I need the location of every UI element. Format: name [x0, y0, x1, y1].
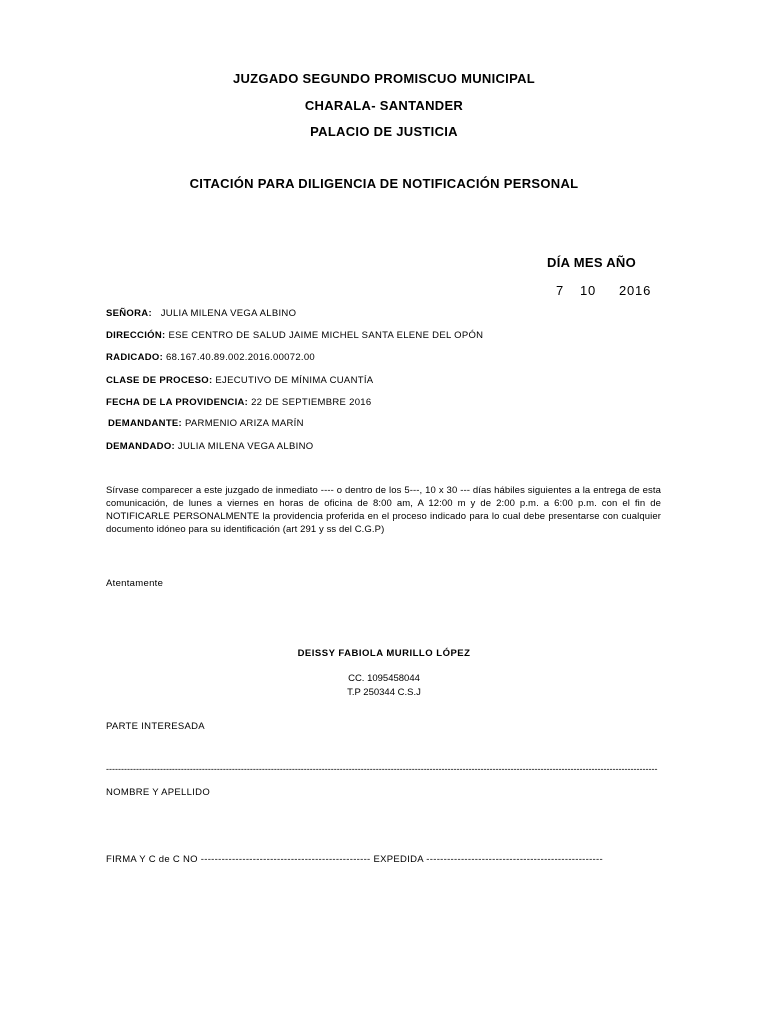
field-fecha-value: 22 DE SEPTIEMBRE 2016	[251, 397, 372, 408]
field-direccion-label: DIRECCIÓN:	[106, 330, 166, 341]
field-demandado-value: JULIA MILENA VEGA ALBINO	[177, 441, 314, 452]
dash-separator: ----------------------------------------------------------------------------------------------------------------------------------------------------------------------------------------	[106, 764, 658, 774]
date-year: 2016	[619, 283, 652, 298]
signatory-name: DEISSY FABIOLA MURILLO LÓPEZ	[297, 648, 471, 659]
signatory-cc: CC. 1095458044	[348, 673, 420, 684]
signatory-tp: T.P 250344 C.S.J	[347, 687, 421, 698]
field-clase-label: CLASE DE PROCESO:	[106, 375, 213, 386]
body-paragraph: Sírvase comparecer a este juzgado de inmediato ---- o dentro de los 5---, 10 x 30 --- días hábiles siguientes a la entrega de esta comunicación, de lunes a viernes en horas de oficina de 8:00 am, A 12:00 m y de 2:00 p.m. a 6:00 p.m. con el fin de NOTIFICARLE PERSONALMENTE la providencia proferida en el proceso indicado para lo cual debe presentarse con cualquier documento idóneo para su identificación (art 291 y ss del C.G.P)	[106, 485, 661, 535]
firma-expedida-line: FIRMA Y C de C NO ------------------------------------------------- EXPEDIDA ---------------------------------------------------	[106, 854, 603, 865]
document-title: CITACIÓN PARA DILIGENCIA DE NOTIFICACIÓN PERSONAL	[189, 176, 579, 191]
field-clase-value: EJECUTIVO DE MÍNIMA CUANTÍA	[215, 375, 374, 386]
field-direccion	[106, 330, 483, 341]
field-senora	[106, 308, 296, 319]
date-month: 10	[580, 283, 597, 298]
court-name: JUZGADO SEGUNDO PROMISCUO MUNICIPAL	[232, 71, 536, 86]
field-senora-value: JULIA MILENA VEGA ALBINO	[160, 308, 297, 319]
field-radicado	[106, 352, 315, 363]
court-building: PALACIO DE JUSTICIA	[310, 124, 458, 139]
court-location: CHARALA- SANTANDER	[304, 98, 464, 113]
field-fecha-label: FECHA DE LA PROVIDENCIA:	[106, 397, 249, 408]
field-direccion-value: ESE CENTRO DE SALUD JAIME MICHEL SANTA ELENE DEL OPÓN	[168, 330, 484, 341]
field-senora-label: SEÑORA:	[106, 308, 152, 319]
date-header: DÍA MES AÑO	[547, 255, 637, 270]
closing: Atentamente	[106, 578, 164, 589]
field-radicado-value: 68.167.40.89.002.2016.00072.00	[166, 352, 316, 363]
field-demandante	[108, 418, 304, 429]
nombre-apellido-label: NOMBRE Y APELLIDO	[106, 787, 211, 798]
field-demandante-label: DEMANDANTE:	[108, 418, 183, 429]
field-radicado-label: RADICADO:	[106, 352, 164, 363]
field-demandado-label: DEMANDADO:	[106, 441, 175, 452]
parte-interesada: PARTE INTERESADA	[106, 721, 205, 732]
date-day: 7	[556, 283, 565, 298]
field-fecha	[106, 397, 371, 408]
field-clase	[106, 375, 373, 386]
field-demandado	[106, 441, 313, 452]
field-demandante-value: PARMENIO ARIZA MARÍN	[184, 418, 304, 429]
